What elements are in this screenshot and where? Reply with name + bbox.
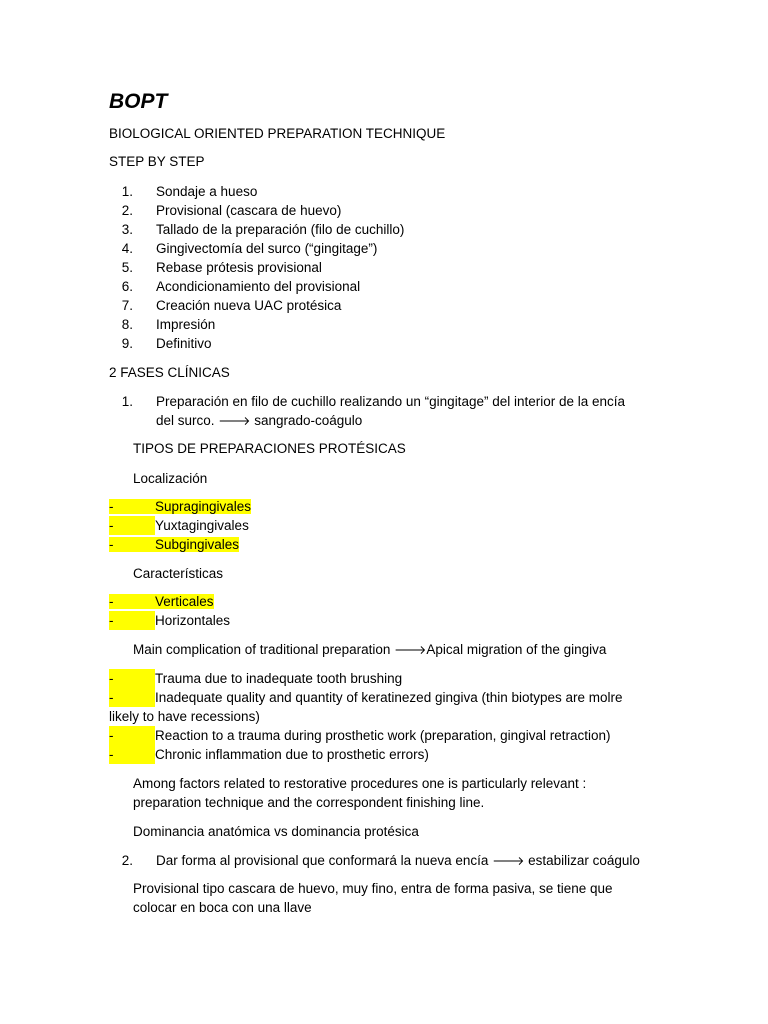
fases-heading: 2 FASES CLÍNICAS [109,365,230,380]
list-item: - Reaction to a trauma during prosthetic work (preparation, gingival retraction) [109,728,611,743]
list-item: - Subgingivales [109,537,240,552]
tipos-heading: TIPOS DE PREPARACIONES PROTÉSICAS [133,441,406,456]
list-item: - Trauma due to inadequate tooth brushing [109,671,403,686]
list-item: - Horizontales [109,613,231,628]
dominancia-line: Dominancia anatómica vs dominancia protésica [133,824,419,839]
arrow-right-icon: 🡒 [218,414,251,428]
document-title: BOPT [109,90,168,113]
document-subtitle: BIOLOGICAL ORIENTED PREPARATION TECHNIQUE [109,126,446,141]
list-item: - Chronic inflammation due to prosthetic errors) [109,747,429,762]
among-line-1: Among factors related to restorative procedures one is particularly relevant : [133,776,587,791]
arrow-right-icon: 🡒 [492,854,525,868]
list-item: - Yuxtagingivales [109,518,249,533]
caracteristicas-label: Características [133,566,224,581]
arrow-right-icon: 🡒 [394,643,427,657]
localizacion-label: Localización [133,471,208,486]
among-line-2: preparation technique and the correspondent finishing line. [133,795,485,810]
document-page: BOPT BIOLOGICAL ORIENTED PREPARATION TECHNIQUE STEP BY STEP 1. Sondaje a hueso 2. Provisional (cascara de huevo) 3. Tallado de la preparación (filo de cuchillo) 4. Gingivectomía del surco (“gingitage”) 5. Rebase prótesis provisional 6. Acondicionamiento del provisional 7. Creación nueva UAC protésica 8. Impresión 9. Definitivo 2 FASES CLÍNICAS 1. Preparación en filo de cuchillo realizando un “gingitage” del interior de la encía del surco. 🡒 sangrado-coágulo TIPOS DE PREPARACIONES PROTÉSICAS Localización - Supragingivales - Yuxtagingivales - Subgingivales Características - Verticales - Horizontales Main complication of traditional preparation 🡒Apical migration of the gingiva - Trauma due to inadequate tooth brushing - Inadequate quality and quantity of keratinezed gingiva (thin biotypes are molre likely to have recessions) - Reaction to a trauma during prosthetic work (preparation, gingival retraction) - Chronic inflammation due to prosthetic errors) Among factors related to restorative procedures one is particularly relevant : preparation technique and the correspondent finishing line. Dominancia anatómica vs dominancia protésica 2. Dar forma al provisional que conformará la nueva encía 🡒 estabilizar coágulo Provisional tipo cascara de huevo, muy fino, entra de forma pasiva, se tiene que colocar en boca con una llave [109,90,640,915]
complication-line: Main complication of traditional preparation 🡒Apical migration of the gingiva [133,642,607,657]
provisional-line-2: colocar en boca con una llave [133,900,312,915]
steps-heading: STEP BY STEP [109,154,205,169]
provisional-line-1: Provisional tipo cascara de huevo, muy fino, entra de forma pasiva, se tiene que [133,881,613,896]
fase-1-line-2: del surco. 🡒 sangrado-coágulo [156,413,363,428]
list-item: - Inadequate quality and quantity of keratinezed gingiva (thin biotypes are molre [109,690,623,705]
list-item-continuation: likely to have recessions) [109,709,260,724]
list-item: - Verticales [109,594,214,609]
list-item: - Supragingivales [109,499,252,514]
